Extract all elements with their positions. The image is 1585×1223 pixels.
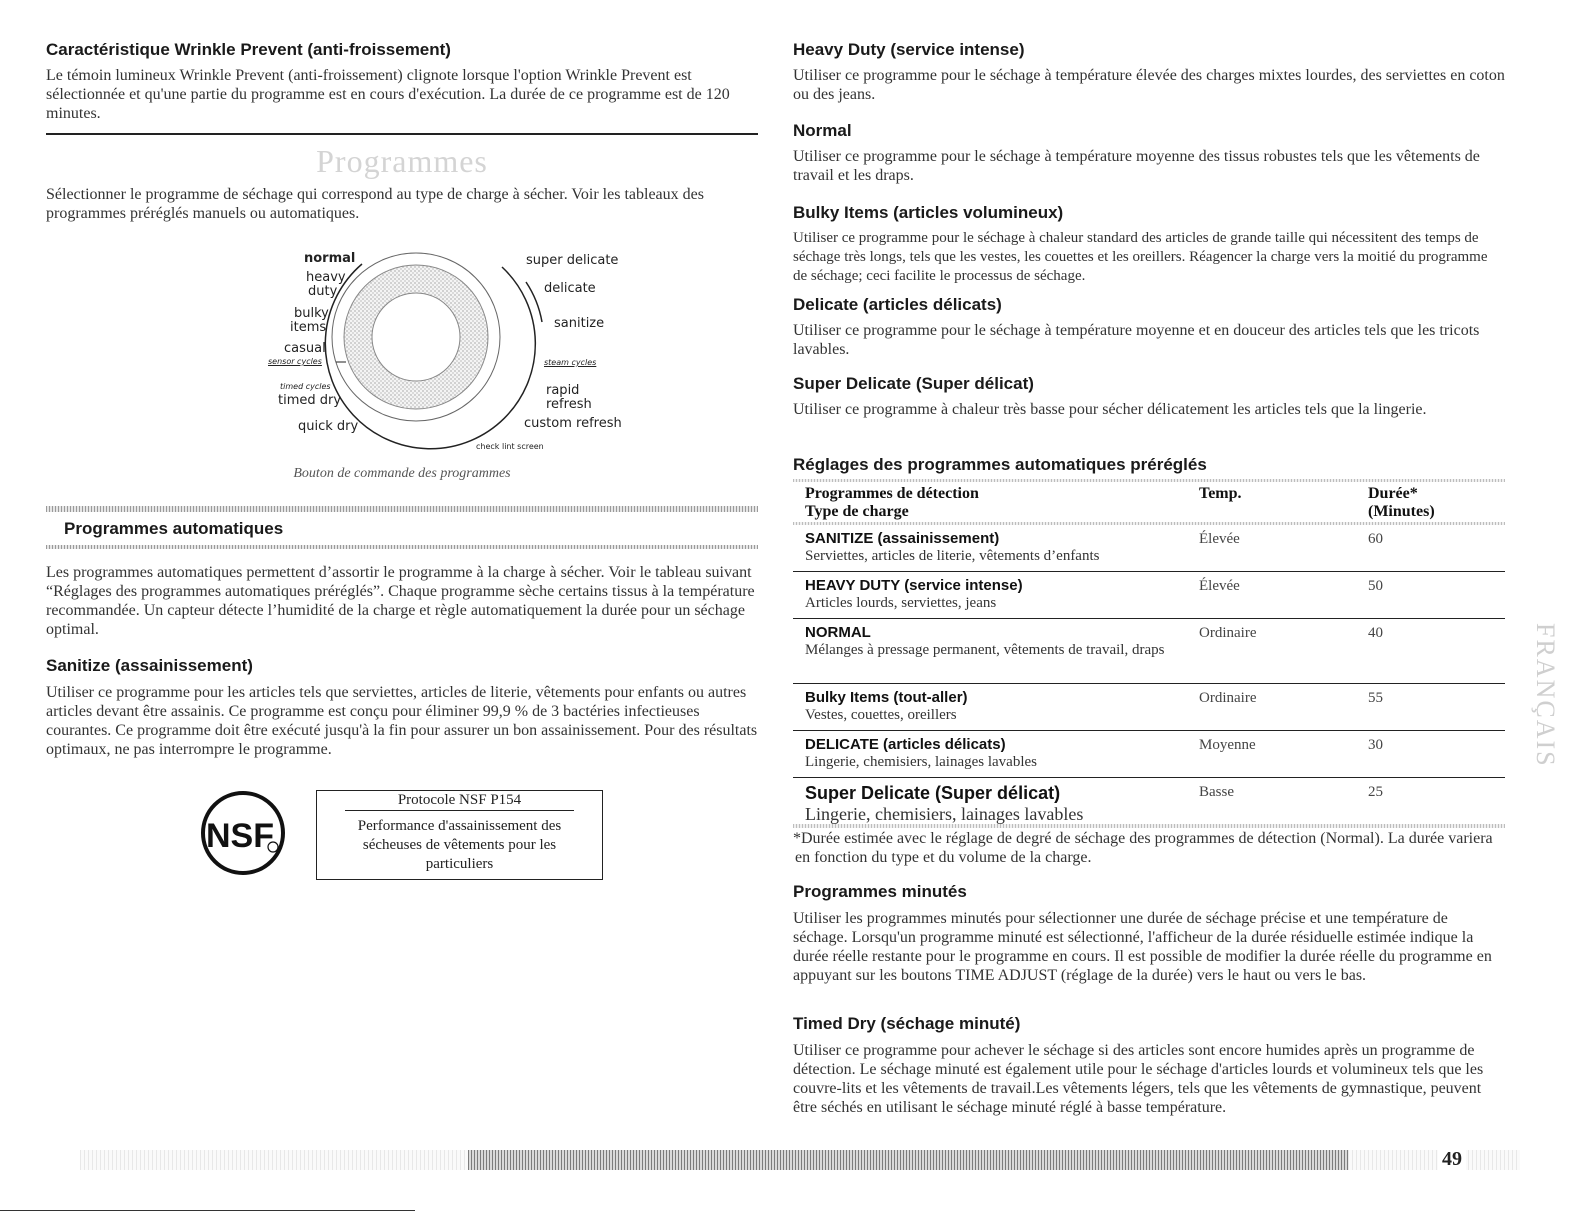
auto-body: Les programmes automatiques permettent d’assortir le programme à la charge à sécher. Voir le tableau suivant “Réglages des programmes automatiques préréglés”. Chaque programme sèche certains tissus à la température recommandée. Un capteur détecte l’humidité de la charge et règle automatiquement la durée pour un séchage optimal. xyxy=(46,564,755,638)
timed-programs-section xyxy=(793,882,1505,985)
timed-dry-heading: Timed Dry (séchage minuté) xyxy=(793,1014,1021,1033)
header-programs-line1: Programmes de détection xyxy=(805,485,979,502)
row-temp: Basse xyxy=(1199,784,1234,800)
row-name: DELICATE (articles délicats) xyxy=(805,736,1006,753)
row-name: Super Delicate (Super délicat) xyxy=(805,783,1061,803)
dial-label-casual: casual xyxy=(284,341,326,356)
dial-label-check-lint: check lint screen xyxy=(476,442,544,451)
delicate-section xyxy=(793,295,1505,359)
table-footnote: *Durée estimée avec le réglage de degré de séchage des programmes de détection (Normal). La durée variera en fonction du type et du volume de la charge. xyxy=(793,830,1493,866)
super-delicate-heading: Super Delicate (Super délicat) xyxy=(793,374,1034,393)
wrinkle-section xyxy=(46,40,758,123)
row-name: SANITIZE (assainissement) xyxy=(805,530,1000,547)
normal-section xyxy=(793,121,1505,185)
side-language-label: FRANÇAIS xyxy=(1531,622,1560,768)
dial-label-bulky: bulky xyxy=(294,306,329,321)
nsf-protocol-box xyxy=(316,790,603,880)
dial-label-super-delicate: super delicate xyxy=(526,253,619,268)
row-temp: Élevée xyxy=(1199,531,1240,547)
row-temp: Élevée xyxy=(1199,578,1240,594)
sanitize-body: Utiliser ce programme pour les articles tels que serviettes, articles de literie, vêtements pour enfants ou autres articles devant être assainis. Ce programme est conçu pour éliminer 99,9 % de 3 bactéries infectieuses courantes. Ce programme doit être exécuté jusqu'à la fin pour assurer un bon assainissement. Pour des résultats optimaux, ne pas interrompre le programme. xyxy=(46,684,758,758)
footer-dark-strip xyxy=(468,1150,1348,1170)
row-name: NORMAL xyxy=(805,624,871,641)
timed-dry-body: Utiliser ce programme pour achever le séchage si des articles sont encore humides après un programme de détection. Le séchage minuté est également utile pour le séchage d'articles lourds et volumineux tels que les couvre-lits et les vêtements de travail.Les vêtements légers, tels que les vêtements de gymnastique, peuvent être séchés en utilisant le séchage minuté réglé à basse température. xyxy=(793,1042,1484,1116)
wrinkle-heading: Caractéristique Wrinkle Prevent (anti-froissement) xyxy=(46,40,451,59)
protocol-body: Performance d'assainissement des sécheuses de vêtements pour les particuliers xyxy=(357,818,562,872)
row-duration: 25 xyxy=(1368,784,1383,800)
row-desc: Vestes, couettes, oreillers xyxy=(805,707,957,723)
dial-label-timed-dry: timed dry xyxy=(278,393,342,408)
header-duration-line1: Durée* xyxy=(1368,485,1418,502)
normal-heading: Normal xyxy=(793,121,852,140)
dial-label-sensor-cycles: sensor cycles xyxy=(268,357,322,366)
table-header xyxy=(793,479,1505,525)
dial-label-heavy: heavy xyxy=(306,270,346,285)
dial-label-steam-cycles: steam cycles xyxy=(544,358,597,367)
table-row xyxy=(793,525,1505,572)
hatch-divider-top xyxy=(46,506,758,512)
row-duration: 60 xyxy=(1368,531,1383,547)
delicate-body: Utiliser ce programme pour le séchage à température moyenne et en douceur des articles tels que les tricots lavables. xyxy=(793,322,1480,358)
row-name: Bulky Items (tout-aller) xyxy=(805,689,968,706)
wrinkle-body: Le témoin lumineux Wrinkle Prevent (anti-froissement) clignote lorsque l'option Wrinkle Prevent est sélectionnée et qu'une partie du programme est en cours d'exécution. La durée de ce programme est de 120 minutes. xyxy=(46,67,730,122)
super-delicate-section xyxy=(793,374,1505,419)
dial-label-rapid-refresh: rapid refresh xyxy=(546,383,592,412)
programmes-intro: Sélectionner le programme de séchage qui correspond au type de charge à sécher. Voir les tableaux des programmes préréglés manuels ou automatiques. xyxy=(46,186,704,222)
bulky-heading: Bulky Items (articles volumineux) xyxy=(793,203,1064,222)
dial-label-items: items xyxy=(290,320,327,335)
timed-programs-heading: Programmes minutés xyxy=(793,882,967,901)
row-temp: Ordinaire xyxy=(1199,625,1257,641)
row-desc: Serviettes, articles de literie, vêtements d’enfants xyxy=(805,548,1100,564)
sanitize-heading: Sanitize (assainissement) xyxy=(46,656,253,675)
nsf-logo xyxy=(200,790,286,876)
dial-caption: Bouton de commande des programmes xyxy=(293,466,511,481)
row-temp: Moyenne xyxy=(1199,737,1256,753)
table-row xyxy=(793,684,1505,731)
auto-heading: Programmes automatiques xyxy=(64,519,284,538)
auto-section xyxy=(46,563,758,639)
table-row xyxy=(793,778,1505,824)
programmes-title: Programmes xyxy=(316,143,488,179)
dial-label-delicate: delicate xyxy=(544,281,596,296)
header-programs-line2: Type de charge xyxy=(805,503,909,520)
bulky-body: Utiliser ce programme pour le séchage à chaleur standard des articles de grande taille qui nécessitent des temps de séchage très longs, tels que les vestes, les couettes et les oreillers. Réagencer la charge vers la moitié du programme de séchage; ceci facilite le processus de séchage. xyxy=(793,230,1488,284)
row-desc: Lingerie, chemisiers, lainages lavables xyxy=(805,804,1084,824)
row-duration: 50 xyxy=(1368,578,1383,594)
row-desc: Mélanges à pressage permanent, vêtements de travail, draps xyxy=(805,642,1165,658)
table-title: Réglages des programmes automatiques préréglés xyxy=(793,455,1207,474)
row-duration: 30 xyxy=(1368,737,1383,753)
header-duration-line2: (Minutes) xyxy=(1368,503,1435,520)
hatch-divider-bottom xyxy=(46,545,758,549)
page-number: 49 xyxy=(1438,1148,1466,1171)
row-temp: Ordinaire xyxy=(1199,690,1257,706)
programmes-intro-block xyxy=(46,185,758,223)
dial-label-timed-cycles: timed cycles xyxy=(280,382,331,391)
normal-body: Utiliser ce programme pour le séchage à température moyenne des tissus robustes tels que les vêtements de travail et les draps. xyxy=(793,148,1480,184)
dial-label-custom-refresh: custom refresh xyxy=(524,416,622,431)
table-row xyxy=(793,572,1505,619)
dial-label-quick-dry: quick dry xyxy=(298,419,359,434)
bottom-rule xyxy=(0,1210,415,1211)
nsf-logo-text: NSF xyxy=(206,817,274,855)
heavy-duty-heading: Heavy Duty (service intense) xyxy=(793,40,1025,59)
bulky-section xyxy=(793,203,1505,286)
cycle-dial xyxy=(206,242,626,457)
timed-programs-body: Utiliser les programmes minutés pour sélectionner une durée de séchage précise et une température de séchage. Lorsqu'un programme minuté est sélectionné, l'afficheur de la durée résiduelle estimée indique la durée réelle restante pour le programme en cours. Il est possible de modifier la durée réelle du programme en appuyant sur les boutons TIME ADJUST (réglage de la durée) vers le haut ou vers le bas. xyxy=(793,910,1492,984)
row-duration: 40 xyxy=(1368,625,1383,641)
delicate-heading: Delicate (articles délicats) xyxy=(793,295,1002,314)
protocol-title: Protocole NSF P154 xyxy=(345,791,574,811)
header-duration xyxy=(1368,485,1435,521)
row-desc: Lingerie, chemisiers, lainages lavables xyxy=(805,754,1037,770)
dial-label-sanitize: sanitize xyxy=(554,316,605,331)
dial-label-duty: duty xyxy=(308,284,338,299)
header-temp: Temp. xyxy=(1199,485,1242,502)
heavy-duty-section xyxy=(793,40,1505,104)
presets-table xyxy=(793,479,1505,867)
sanitize-section xyxy=(46,656,758,759)
dial-label-normal: normal xyxy=(304,251,356,266)
super-delicate-body: Utiliser ce programme à chaleur très basse pour sécher délicatement les articles tels que la lingerie. xyxy=(793,401,1427,418)
timed-dry-section xyxy=(793,1014,1505,1117)
heavy-duty-body: Utiliser ce programme pour le séchage à température élevée des charges mixtes lourdes, des serviettes en coton ou des jeans. xyxy=(793,67,1505,103)
header-programs xyxy=(805,485,979,521)
row-duration: 55 xyxy=(1368,690,1383,706)
section-divider xyxy=(46,133,758,135)
row-desc: Articles lourds, serviettes, jeans xyxy=(805,595,997,611)
row-name: HEAVY DUTY (service intense) xyxy=(805,577,1023,594)
table-row xyxy=(793,731,1505,778)
nsf-seal-icon xyxy=(200,790,286,876)
table-row xyxy=(793,619,1505,684)
